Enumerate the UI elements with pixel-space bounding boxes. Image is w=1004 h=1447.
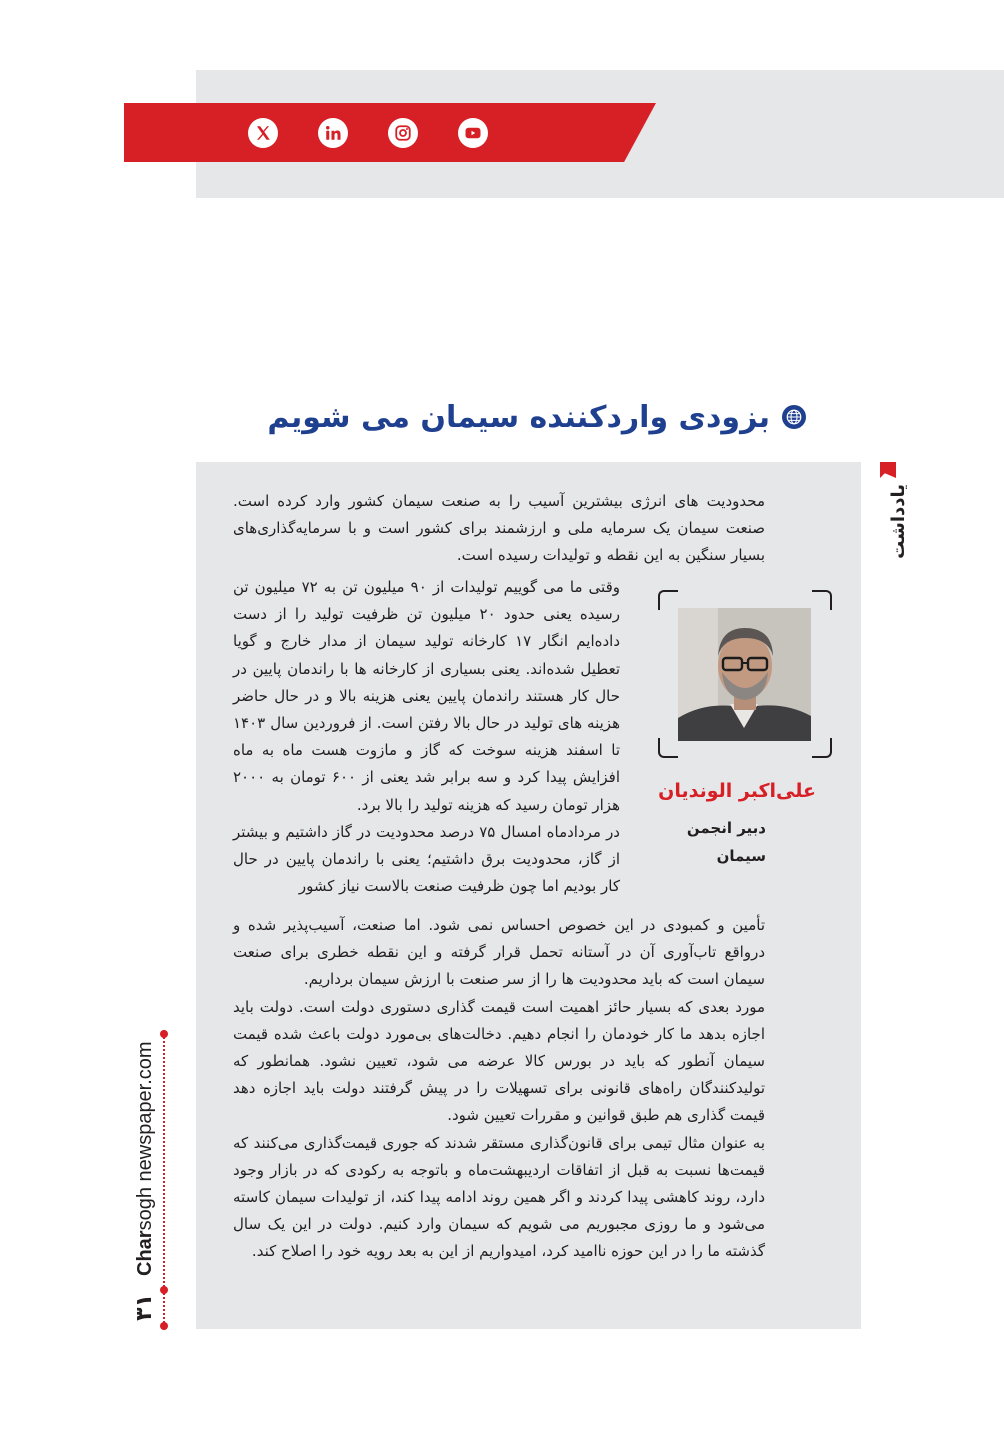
article-title: بزودی واردکننده سیمان می شویم bbox=[267, 399, 770, 435]
author-role: دبیر انجمن سیمان bbox=[686, 819, 766, 865]
section-label-text: یادداشت bbox=[888, 484, 909, 559]
website-link[interactable]: Charsogh newspaper.com bbox=[132, 1038, 158, 1276]
headline-row bbox=[267, 392, 806, 442]
article-column-narrow bbox=[233, 574, 620, 900]
paragraph-2-start: در مردادماه امسال ۷۵ درصد محدودیت در گاز داشتیم و بیشتر از گاز، محدودیت برق داشتیم؛ یعنی با راندمان پایین در حال کار بودیم اما چون ظرفیت صنعت بالاست نیاز کشور bbox=[233, 822, 620, 896]
page-footer bbox=[130, 1030, 164, 1330]
x-icon[interactable] bbox=[248, 118, 278, 148]
section-label bbox=[868, 462, 909, 592]
bookmark-icon bbox=[880, 462, 896, 478]
linkedin-icon[interactable] bbox=[318, 118, 348, 148]
author-photo-frame bbox=[658, 590, 832, 758]
youtube-icon[interactable] bbox=[458, 118, 488, 148]
page-number: ۳۱ bbox=[132, 1294, 157, 1321]
author-name: علی‌اکبر الوندیان bbox=[658, 780, 816, 802]
author-photo bbox=[678, 608, 811, 741]
paragraph-2-end: تأمین و کمبودی در این خصوص احساس نمی شود. اما صنعت، آسیب‌پذیر شده و درواقع تاب‌آوری آن در آستانه تحمل قرار گرفته و این نقطه خطری برای صنعت سیمان است که باید محدودیت ها را از سر صنعت با ارزش سیمان برداریم. bbox=[233, 916, 765, 989]
article-intro bbox=[233, 488, 765, 570]
intro-paragraph: محدودیت های انرژی بیشترین آسیب را به صنعت سیمان کشور وارد کرده است. صنعت سیمان یک سرمایه ملی و ارزشمند برای کشور است و با سرمایه‌گذاری‌های بسیار سنگین به این نقطه و تولیدات رسیده است. bbox=[233, 492, 765, 565]
instagram-icon[interactable] bbox=[388, 118, 418, 148]
globe-icon bbox=[782, 405, 806, 429]
paragraph-3: مورد بعدی که بسیار حائز اهمیت است قیمت گذاری دستوری دولت است. دولت باید اجازه بدهد ما کار خودمان را انجام دهیم. دخالت‌های بی‌مورد دولت باعث شده قیمت سیمان آنطور که باید در بورس کالا عرضه می شود، تعیین نشود. همانطور که تولیدکنندگان راه‌های قانونی برای تسهیلات را در پیش گرفتند دولت باید اجازه دهد قیمت گذاری هم طبق قوانین و مقررات تعیین شود. bbox=[233, 997, 765, 1125]
paragraph-4: به عنوان مثال تیمی برای قانون‌گذاری مستقر شدند که جوری قیمت‌گذاری می‌کنند که قیمت‌ها نسبت به قبل از اتفاقات اردیبهشت‌ماه و باتوجه به رکودی که در بازار وجود دارد، روند کاهشی پیدا کردند و اگر همین روند ادامه پیدا کند، از تولیدات سیمان کاسته می‌شود و ما روزی مجبوریم می شویم که سیمان وارد کنیم. دولت در این یک سال گذشته ما را در این حوزه ناامید کرد، امیدواریم از این به بعد رویه خود را اصلاح کند. bbox=[233, 1133, 765, 1261]
article-column-wide bbox=[233, 912, 765, 1266]
paragraph-1: وقتی ما می گوییم تولیدات از ۹۰ میلیون تن به ۷۲ میلیون تن رسیده یعنی حدود ۲۰ میلیون تن ظرفیت تولید را از دست داده‌ایم انگار ۱۷ کارخانه تولید سیمان از مدار خارج و گویا تعطیل شده‌اند. یعنی بسیاری از کارخانه ها با راندمان پایین در حال کار هستند راندمان پایین یعنی هزینه بالا و در حال حاضر هزینه های تولید در حال بالا رفتن است. از فروردین سال ۱۴۰۳ تا اسفند هزینه سوخت که گاز و مازوت هست ماه به ماه افزایش پیدا کرد و سه برابر شد یعنی از ۶۰۰ تومان به ۲۰۰۰ هزار تومان رسید که هزینه تولید را بالا برد. bbox=[233, 578, 621, 814]
